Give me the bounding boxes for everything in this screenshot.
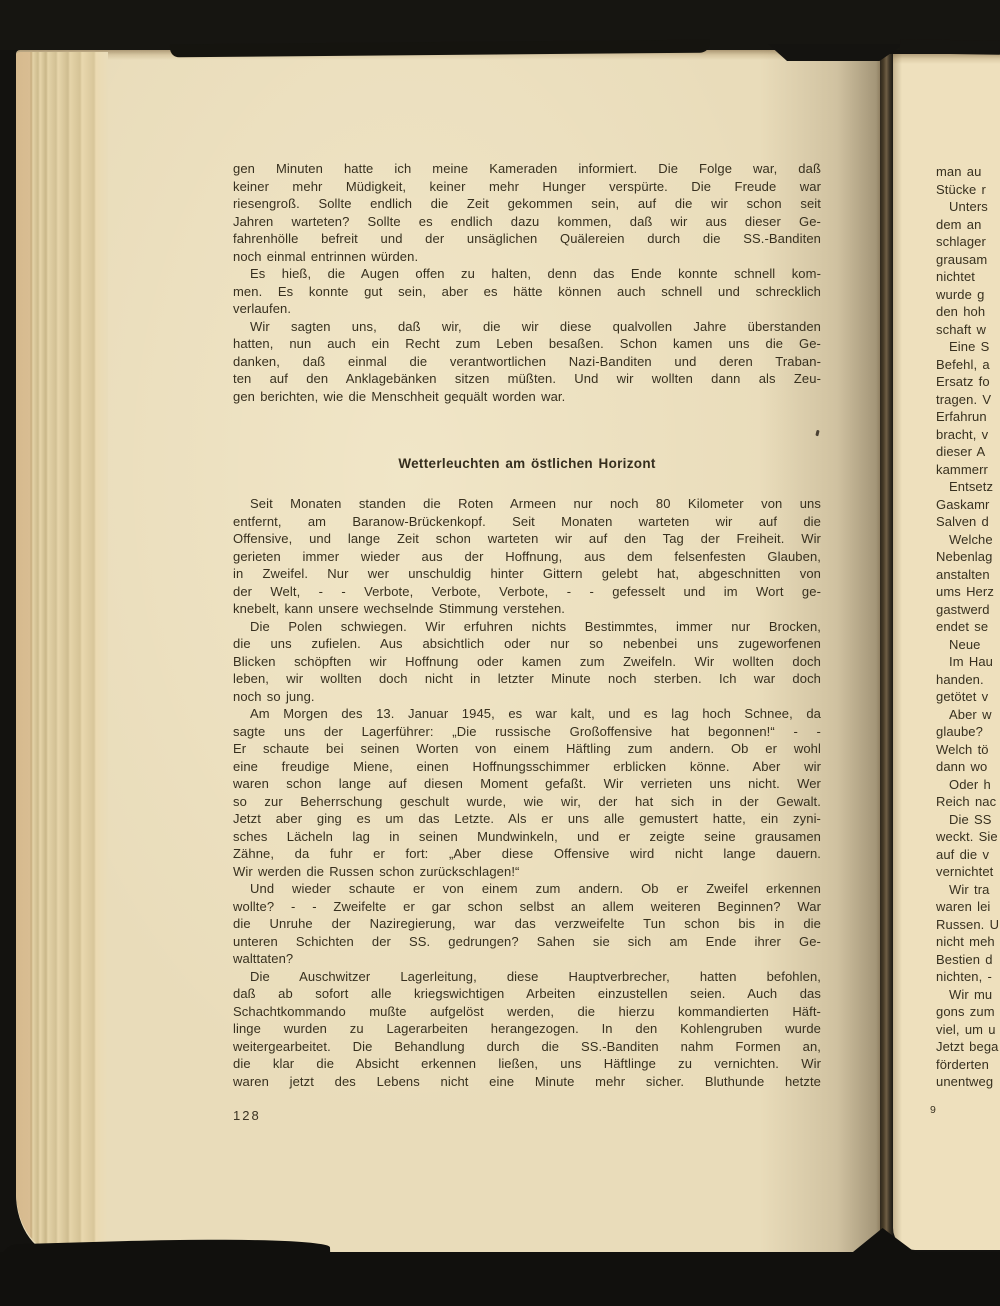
left-page-text <box>233 160 821 1090</box>
section-heading: Wetterleuchten am östlichen Horizont <box>398 456 656 471</box>
text-line: gen berichten, wie die Menschheit gequält worden war. <box>233 388 566 404</box>
text-line: knebelt, kann unsere wechselnde Stimmung verstehen. <box>233 601 566 616</box>
text-line: anstalten <box>936 566 990 582</box>
text-line: Befehl, a <box>936 356 990 372</box>
text-line: Nebenlag <box>936 549 993 564</box>
text-line: gen Minuten hatte ich meine Kameraden informiert. Die Folge war, daß <box>233 161 821 176</box>
text-line: Wir werden die Russen schon zurückschlagen!“ <box>233 863 520 879</box>
text-line: ten auf den Anklagebänken sitzen müßten. Und wir wollten dann als Zeu- <box>233 371 821 386</box>
text-line: förderten <box>936 1056 989 1072</box>
book-gutter <box>876 54 894 1250</box>
text-line: weckt. Sie <box>936 829 998 844</box>
text-line: man au <box>936 164 982 179</box>
text-line: bracht, v <box>936 426 989 442</box>
text-line: verlaufen. <box>233 301 292 316</box>
text-line: Welch tö <box>936 741 989 757</box>
text-line: kammerr <box>936 461 988 477</box>
text-line: vernichtet <box>936 864 994 879</box>
text-line: Die Auschwitzer Lagerleitung, diese Hauptverbrecher, hatten befohlen, <box>250 968 821 984</box>
text-line: auf die v <box>936 846 990 862</box>
text-line: in Zweifel. Nur wer unschuldig hinter Gittern gelebt hat, abgeschnitten von <box>233 566 821 581</box>
text-line: viel, um u <box>936 1021 996 1037</box>
text-line: unteren Schichten der SS. gedrungen? Sahen sie sich am Ende ihrer Ge- <box>233 933 821 949</box>
text-line: Oder h <box>949 776 991 792</box>
text-line: riesengroß. Sollte endlich die Zeit gekommen sein, auf die wir schon seit <box>233 196 821 211</box>
text-line: die Unruhe der Naziregierung, war das verzweifelte Tun schon bis in die <box>233 916 821 931</box>
text-line: entfernt, am Baranow-Brückenkopf. Seit Monaten warteten wir auf die <box>233 513 821 529</box>
text-line: Entsetz <box>949 479 994 494</box>
text-line: sches Lächeln lag in seinen Mundwinkeln, und er zeigte seine grausamen <box>233 828 821 844</box>
text-line: Salven d <box>936 514 989 529</box>
background-bottom <box>0 1252 1000 1306</box>
text-line: tragen. V <box>936 391 992 407</box>
page-edge-stack <box>16 52 108 1254</box>
text-line: schaft w <box>936 321 986 337</box>
text-line: die klar die Absicht erkennen ließen, uns Häftlinge zu vernichten. Wir <box>233 1056 821 1071</box>
text-line: den hoh <box>936 304 986 319</box>
text-line: keiner mehr Müdigkeit, keiner mehr Hunger verspürte. Die Freude war <box>233 178 821 194</box>
text-line: Blicken schöpften wir Hoffnung oder kamen zum Zweifeln. Wir wollten doch <box>233 653 821 669</box>
text-line: schlager <box>936 234 986 249</box>
text-line: fahrenhölle befreit und der unsäglichen Quälereien durch die SS.-Banditen <box>233 231 821 246</box>
text-block-top <box>233 160 821 405</box>
text-line: so zur Beherrschung geschult wurde, wie wir, der hat sich in der Gewalt. <box>233 793 821 809</box>
text-line: daß ab sofort alle kriegswichtigen Arbeiten einzustellen seien. Auch das <box>233 986 821 1001</box>
text-line: weitergearbeitet. Die Behandlung durch die SS.-Banditen nahm Formen an, <box>233 1038 821 1054</box>
text-line: linge wurden zu Lagerarbeiten herangezogen. In den Kohlengruben wurde <box>233 1021 821 1036</box>
text-line: hatten, nun auch ein Recht zum Leben besaßen. Schon kamen uns die Ge- <box>233 336 821 351</box>
text-line: Welche <box>949 531 993 547</box>
text-line: nicht meh <box>936 934 995 949</box>
text-line: noch einmal entrinnen würden. <box>233 248 419 264</box>
text-line: Stücke r <box>936 181 986 197</box>
text-line: getötet v <box>936 689 989 704</box>
text-line: Unters <box>949 199 988 214</box>
text-line: wollte? - - Zweifelte er gar schon selbst an allem weiteren Beginnen? War <box>233 898 821 914</box>
text-line: Im Hau <box>949 654 994 669</box>
text-line: men. Es konnte gut sein, aber es hätte können auch schnell und schrecklich <box>233 283 821 299</box>
text-line: sagte uns der Lagerführer: „Die russische Großoffensive hat begonnen!“ - - <box>233 723 821 739</box>
text-line: Gaskamr <box>936 496 990 512</box>
text-line: leben, wir wollten doch nicht in letzter Minute noch sterben. Ich war doch <box>233 671 821 686</box>
text-line: handen. <box>936 671 984 687</box>
text-line: walttaten? <box>233 951 294 966</box>
text-line: danken, daß einmal die verantwortlichen Nazi-Banditen und deren Traban- <box>233 353 821 369</box>
text-line: gerieten immer wieder aus der Hoffnung, aus dem felsenfesten Glauben, <box>233 548 821 564</box>
text-line: Jetzt aber ging es um das Letzte. Als er uns alle gemustert hatte, ein zyni- <box>233 811 821 826</box>
text-line: eine freudige Miene, einen Hoffnungsschimmer erblicken könne. Aber wir <box>233 758 821 774</box>
text-block-bottom <box>233 495 821 1090</box>
text-line: gastwerd <box>936 601 990 617</box>
text-line: nichtet <box>936 269 976 284</box>
text-line: Ersatz fo <box>936 374 990 389</box>
text-line: Die Polen schwiegen. Wir erfuhren nichts Bestimmtes, immer nur Brocken, <box>250 618 821 634</box>
background-top-right <box>900 39 1000 54</box>
text-line: grausam <box>936 251 988 267</box>
left-page-number: 128 <box>233 1108 261 1123</box>
text-line: Wir tra <box>949 881 990 897</box>
text-line: Russen. U <box>936 916 1000 932</box>
text-line: Jahren warteten? Sollte es endlich dazu kommen, daß wir aus dieser Ge- <box>233 213 821 229</box>
text-line: der Welt, - - Verbote, Verbote, Verbote, - - gefesselt und im Wort ge- <box>233 583 821 599</box>
text-line: unentweg <box>936 1074 994 1089</box>
text-line: die uns zufielen. Aus absichtlich oder nur so nebenbei uns zugeworfenen <box>233 636 821 651</box>
text-line: Neue <box>949 636 981 652</box>
right-page-text <box>936 163 1000 1091</box>
text-line: noch so jung. <box>233 688 315 704</box>
text-line: wurde g <box>936 286 985 302</box>
text-line: Jetzt bega <box>936 1039 999 1054</box>
right-page-number: 9 <box>930 1104 936 1116</box>
text-line: Am Morgen des 13. Januar 1945, es war kalt, und es lag hoch Schnee, da <box>250 706 821 721</box>
text-line: ums Herz <box>936 584 994 599</box>
text-line: Erfahrun <box>936 409 987 424</box>
text-line: Zähne, da fuhr er fort: „Aber diese Offensive wird nicht lange dauern. <box>233 846 821 861</box>
text-line: nichten, - <box>936 969 992 984</box>
text-line: Offensive, und lange Zeit schon warteten wir auf den Tag der Freiheit. Wir <box>233 531 821 546</box>
text-line: waren schon lange auf diesen Moment gefaßt. Wir verrieten uns nicht. Wer <box>233 776 821 791</box>
text-line: Schachtkommando mußte aufgelöst werden, die hierzu kommandierten Häft- <box>233 1003 821 1019</box>
text-line: gons zum <box>936 1004 995 1019</box>
text-line: Und wieder schaute er von einem zum andern. Ob er Zweifel erkennen <box>250 881 821 896</box>
text-line: dem an <box>936 216 982 232</box>
text-line: Er schaute bei seinen Worten von einem Häftling zum andern. Ob er wohl <box>233 741 821 756</box>
text-line: waren lei <box>936 899 991 914</box>
text-line: Reich nac <box>936 794 997 809</box>
text-line: Wir sagten uns, daß wir, die wir diese qualvollen Jahre überstanden <box>250 318 821 334</box>
text-line: Eine S <box>949 339 990 354</box>
text-line: Seit Monaten standen die Roten Armeen nur noch 80 Kilometer von uns <box>250 496 821 511</box>
text-line: dann wo <box>936 759 988 774</box>
text-line: Es hieß, die Augen offen zu halten, denn das Ende konnte schnell kom- <box>250 266 821 281</box>
text-line: glaube? <box>936 724 983 739</box>
text-line: waren jetzt des Lebens nicht eine Minute mehr sicher. Bluthunde hetzte <box>233 1073 821 1089</box>
text-line: Aber w <box>949 706 992 722</box>
text-line: endet se <box>936 619 989 634</box>
text-line: dieser A <box>936 444 986 459</box>
text-line: Bestien d <box>936 951 993 967</box>
text-line: Die SS <box>949 811 992 827</box>
text-line: Wir mu <box>949 986 993 1002</box>
